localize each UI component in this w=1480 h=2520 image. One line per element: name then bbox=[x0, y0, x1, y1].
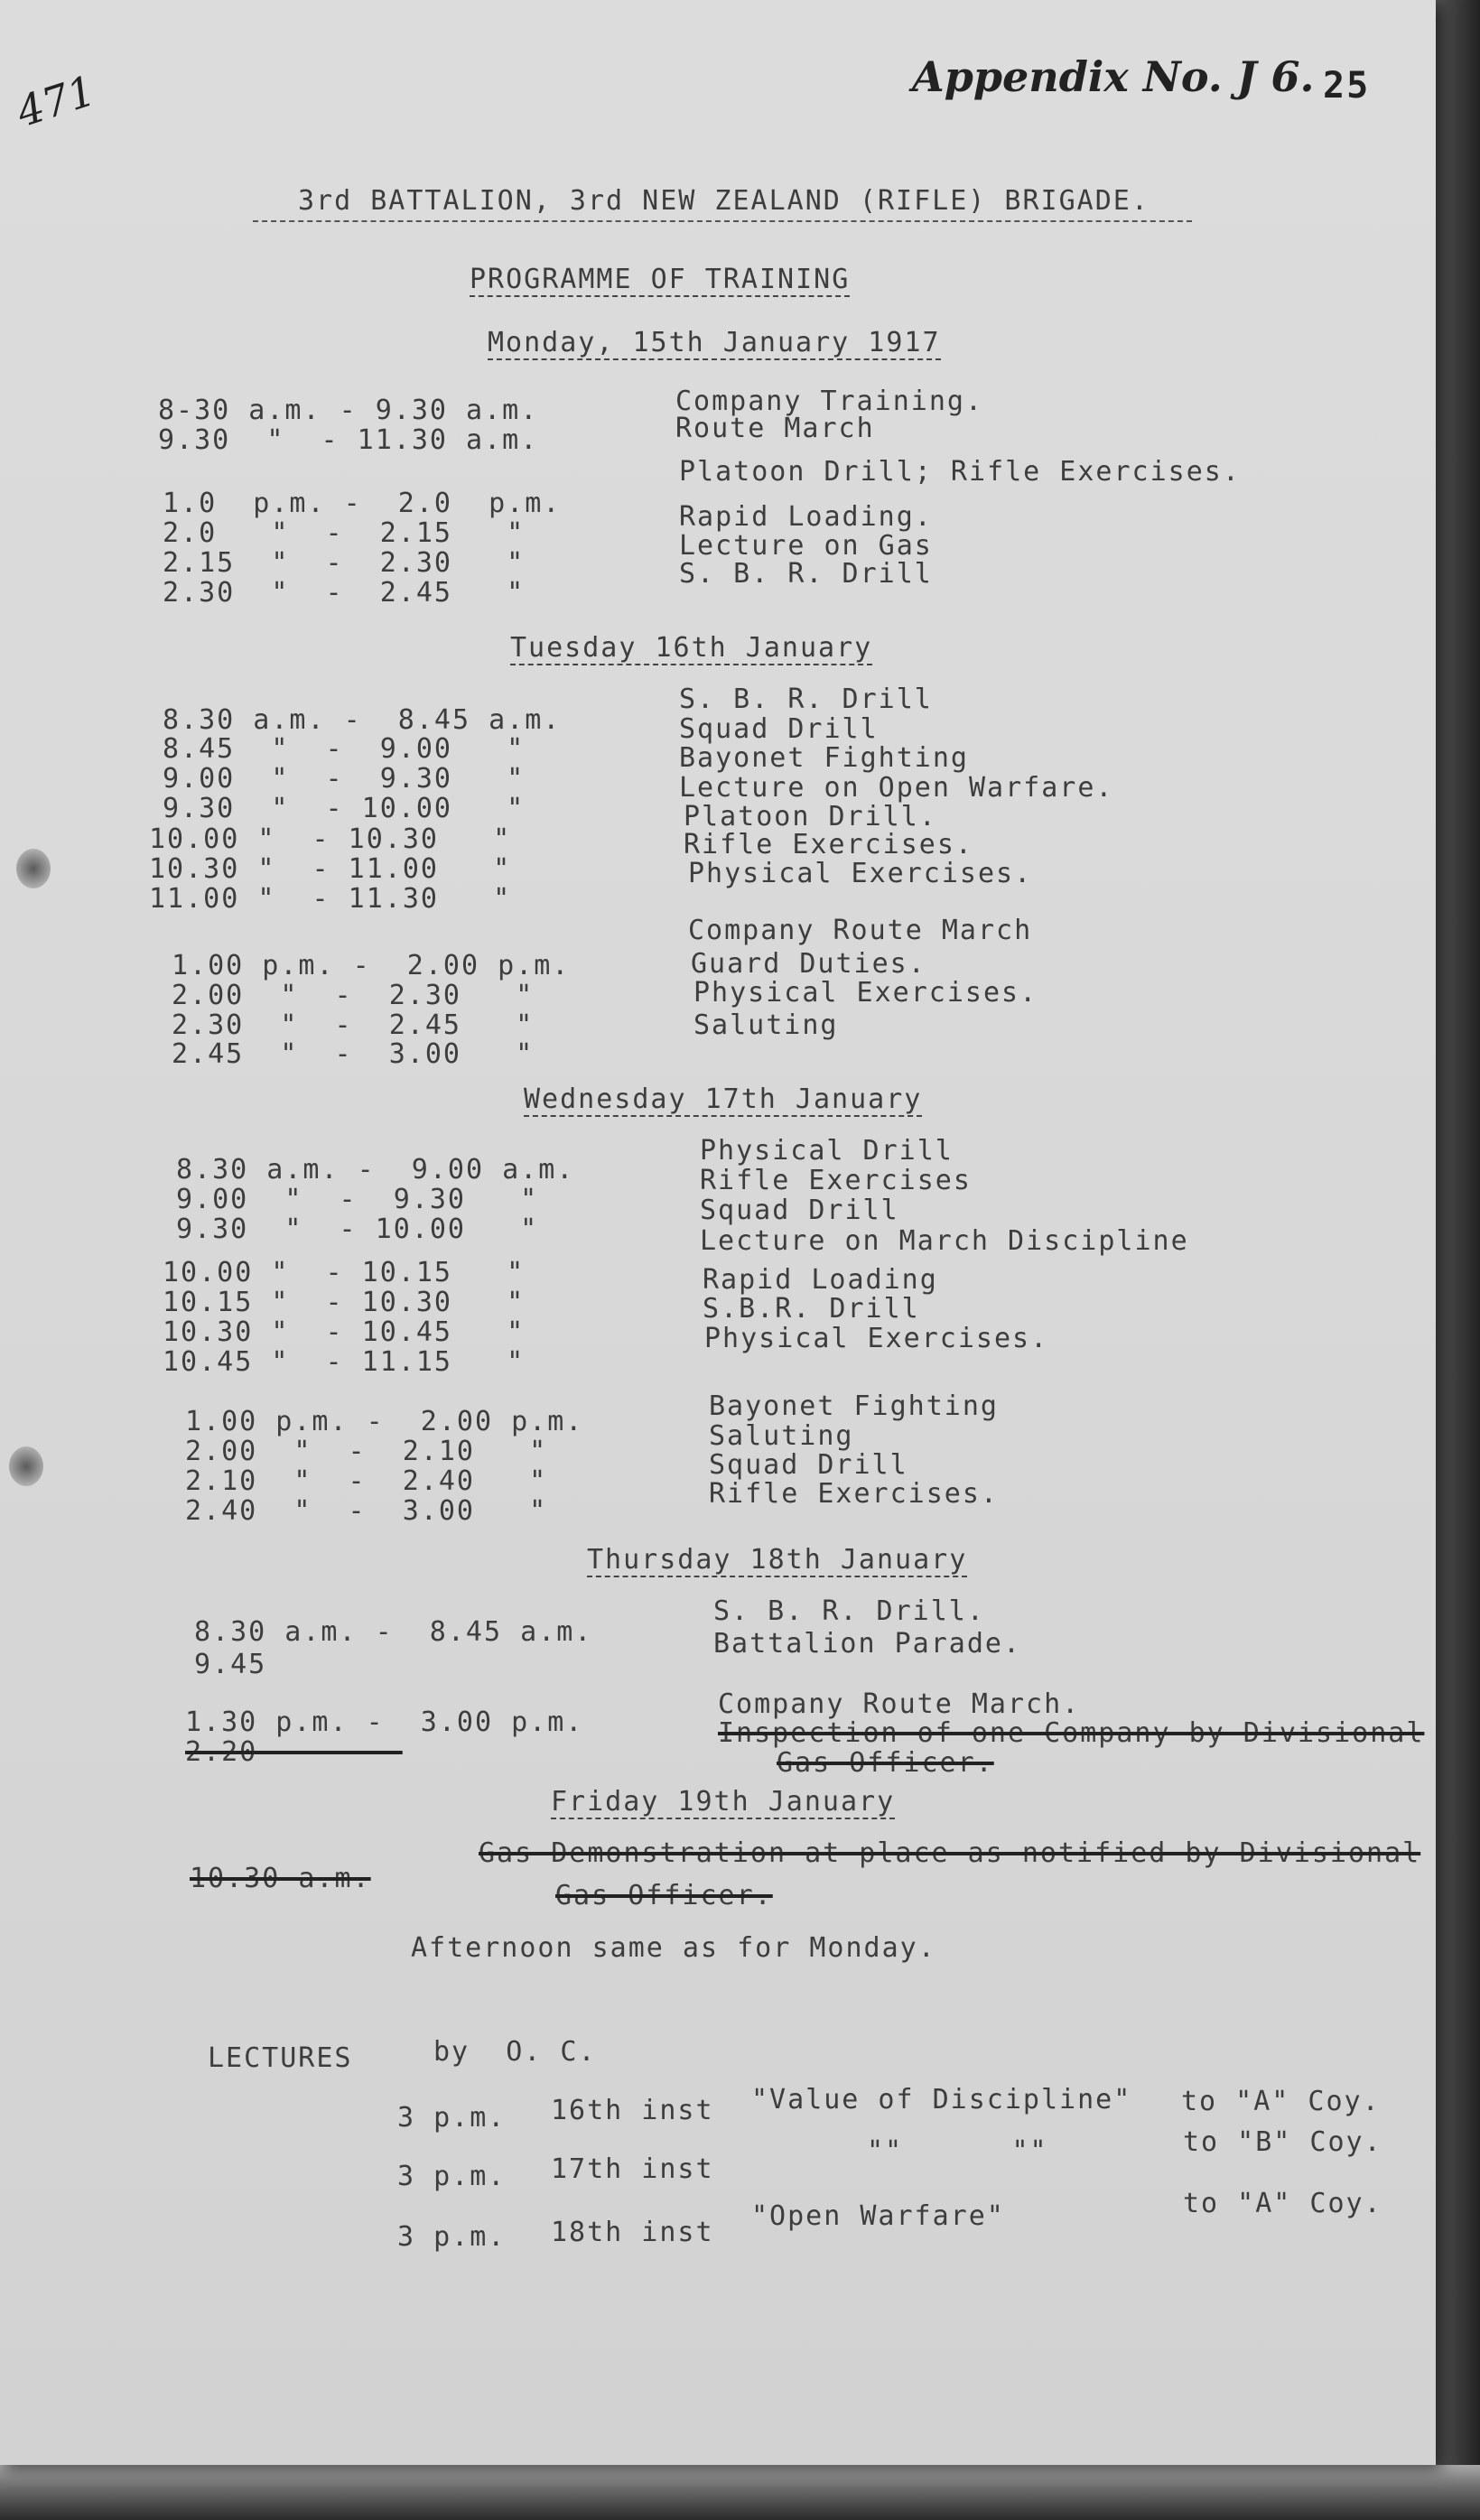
schedule-time: 1.30 p.m. - 3.00 p.m. bbox=[185, 1706, 584, 1738]
schedule-activity: Battalion Parade. bbox=[713, 1628, 1022, 1660]
programme-title: PROGRAMME OF TRAINING bbox=[470, 264, 851, 295]
lecture-audience: to "A" Coy. bbox=[1183, 2188, 1382, 2219]
schedule-time: 11.00 " - 11.30 " bbox=[149, 883, 512, 915]
schedule-activity: Squad Drill bbox=[700, 1195, 899, 1226]
struck-activity: Gas Officer. bbox=[555, 1880, 773, 1911]
schedule-time: 10.00 " - 10.15 " bbox=[163, 1257, 526, 1288]
schedule-activity: Saluting bbox=[709, 1420, 854, 1452]
battalion-heading: 3rd BATTALION, 3rd NEW ZEALAND (RIFLE) BRIGADE. bbox=[298, 185, 1150, 217]
schedule-activity: S. B. R. Drill bbox=[679, 683, 933, 715]
lecture-subject: "" "" bbox=[867, 2135, 1048, 2167]
schedule-activity: Lecture on Open Warfare. bbox=[679, 772, 1114, 804]
schedule-activity: Rapid Loading bbox=[703, 1264, 938, 1296]
schedule-time: 2.45 " - 3.00 " bbox=[172, 1038, 535, 1070]
schedule-time: 9.00 " - 9.30 " bbox=[163, 763, 526, 795]
schedule-activity: Lecture on Gas bbox=[679, 530, 933, 562]
schedule-time: 10.45 " - 11.15 " bbox=[163, 1346, 526, 1378]
schedule-time: 8-30 a.m. - 9.30 a.m. bbox=[158, 395, 539, 426]
folder-edge-bottom bbox=[0, 2465, 1480, 2520]
schedule-activity: Physical Drill bbox=[700, 1135, 954, 1167]
schedule-time: 8.30 a.m. - 9.00 a.m. bbox=[176, 1154, 575, 1186]
schedule-activity: Bayonet Fighting bbox=[709, 1390, 999, 1422]
lecture-time: 3 p.m. bbox=[397, 2221, 507, 2253]
schedule-time: 8.30 a.m. - 8.45 a.m. bbox=[163, 704, 562, 736]
struck-activity: Gas Officer. bbox=[777, 1747, 994, 1779]
wednesday-title: Wednesday 17th January bbox=[524, 1083, 923, 1115]
schedule-time: 1.00 p.m. - 2.00 p.m. bbox=[172, 950, 571, 981]
schedule-activity: Rifle Exercises. bbox=[684, 829, 973, 860]
lecture-time: 3 p.m. bbox=[397, 2161, 507, 2192]
schedule-time: 8.30 a.m. - 8.45 a.m. bbox=[194, 1616, 593, 1648]
schedule-time: 2.00 " - 2.10 " bbox=[185, 1436, 548, 1467]
schedule-time: 2.30 " - 2.45 " bbox=[172, 1009, 535, 1041]
schedule-activity: Saluting bbox=[693, 1009, 839, 1041]
schedule-time: 9.30 " - 10.00 " bbox=[176, 1214, 539, 1245]
schedule-time: 10.15 " - 10.30 " bbox=[163, 1287, 526, 1318]
struck-time: 10.30 a.m. bbox=[190, 1863, 371, 1894]
schedule-activity: S. B. R. Drill. bbox=[713, 1595, 985, 1627]
friday-title: Friday 19th January bbox=[551, 1786, 896, 1818]
schedule-activity: Squad Drill bbox=[709, 1449, 908, 1481]
tuesday-title: Tuesday 16th January bbox=[510, 632, 873, 664]
schedule-time: 2.10 " - 2.40 " bbox=[185, 1465, 548, 1497]
lecture-date: 17th inst bbox=[551, 2153, 714, 2185]
lectures-heading: LECTURES bbox=[208, 2042, 353, 2074]
schedule-activity: Platoon Drill. bbox=[684, 801, 937, 832]
schedule-activity: S.B.R. Drill bbox=[703, 1293, 920, 1325]
schedule-activity: Physical Exercises. bbox=[704, 1323, 1049, 1354]
page-number: 25 bbox=[1323, 65, 1371, 107]
schedule-time: 9.30 " - 11.30 a.m. bbox=[158, 424, 539, 456]
heading-underline bbox=[253, 220, 1192, 222]
schedule-time: 9.45 bbox=[194, 1649, 267, 1680]
schedule-time: 2.0 " - 2.15 " bbox=[163, 517, 526, 549]
schedule-activity: Company Training. bbox=[675, 386, 984, 417]
lecture-audience: to "B" Coy. bbox=[1183, 2126, 1382, 2158]
schedule-time: 9.00 " - 9.30 " bbox=[176, 1184, 539, 1215]
schedule-time: 8.45 " - 9.00 " bbox=[163, 733, 526, 765]
lecture-audience: to "A" Coy. bbox=[1181, 2086, 1381, 2117]
schedule-activity: Company Route March bbox=[688, 915, 1033, 946]
schedule-time: 10.30 " - 10.45 " bbox=[163, 1316, 526, 1348]
schedule-activity: Company Route March. bbox=[718, 1688, 1081, 1720]
monday-title: Monday, 15th January 1917 bbox=[488, 327, 941, 358]
schedule-time: 1.0 p.m. - 2.0 p.m. bbox=[163, 488, 562, 519]
schedule-time: 2.15 " - 2.30 " bbox=[163, 547, 526, 579]
schedule-time: 2.00 " - 2.30 " bbox=[172, 980, 535, 1011]
lectures-by: by O. C. bbox=[433, 2036, 597, 2068]
folio-number: 471 bbox=[10, 65, 102, 137]
appendix-label: Appendix No. J 6. bbox=[912, 52, 1315, 101]
schedule-activity: Lecture on March Discipline bbox=[700, 1225, 1189, 1257]
friday-afternoon-note: Afternoon same as for Monday. bbox=[411, 1932, 936, 1964]
schedule-activity: Physical Exercises. bbox=[688, 858, 1033, 889]
schedule-time: 9.30 " - 10.00 " bbox=[163, 793, 526, 824]
struck-activity: Inspection of one Company by Divisional bbox=[718, 1717, 1425, 1749]
lecture-subject: "Open Warfare" bbox=[751, 2200, 1005, 2232]
schedule-time: 10.00 " - 10.30 " bbox=[149, 823, 512, 855]
lecture-subject: "Value of Discipline" bbox=[751, 2084, 1132, 2115]
schedule-time: 1.00 p.m. - 2.00 p.m. bbox=[185, 1406, 584, 1437]
schedule-activity: Rifle Exercises bbox=[700, 1165, 972, 1196]
schedule-activity: S. B. R. Drill bbox=[679, 558, 933, 590]
schedule-time: 2.30 " - 2.45 " bbox=[163, 577, 526, 609]
folder-edge-right bbox=[1436, 0, 1480, 2520]
schedule-activity: Rapid Loading. bbox=[679, 501, 933, 533]
schedule-activity: Guard Duties. bbox=[691, 948, 926, 980]
schedule-activity: Rifle Exercises. bbox=[709, 1478, 999, 1510]
lecture-time: 3 p.m. bbox=[397, 2102, 507, 2134]
lecture-date: 16th inst bbox=[551, 2095, 714, 2126]
thursday-title: Thursday 18th January bbox=[587, 1544, 968, 1576]
punch-hole bbox=[9, 1446, 43, 1486]
schedule-time: 2.40 " - 3.00 " bbox=[185, 1495, 548, 1527]
lecture-date: 18th inst bbox=[551, 2217, 714, 2248]
schedule-time: 10.30 " - 11.00 " bbox=[149, 853, 512, 885]
schedule-activity: Platoon Drill; Rifle Exercises. bbox=[679, 456, 1241, 488]
schedule-activity: Route March bbox=[675, 413, 875, 444]
schedule-activity: Squad Drill bbox=[679, 713, 879, 745]
struck-activity: Gas Demonstration at place as notified by Divisional bbox=[479, 1837, 1421, 1869]
schedule-activity: Physical Exercises. bbox=[693, 977, 1038, 1009]
schedule-activity: Bayonet Fighting bbox=[679, 742, 969, 774]
punch-hole bbox=[16, 849, 51, 888]
struck-time: 2.20 - bbox=[185, 1736, 403, 1768]
